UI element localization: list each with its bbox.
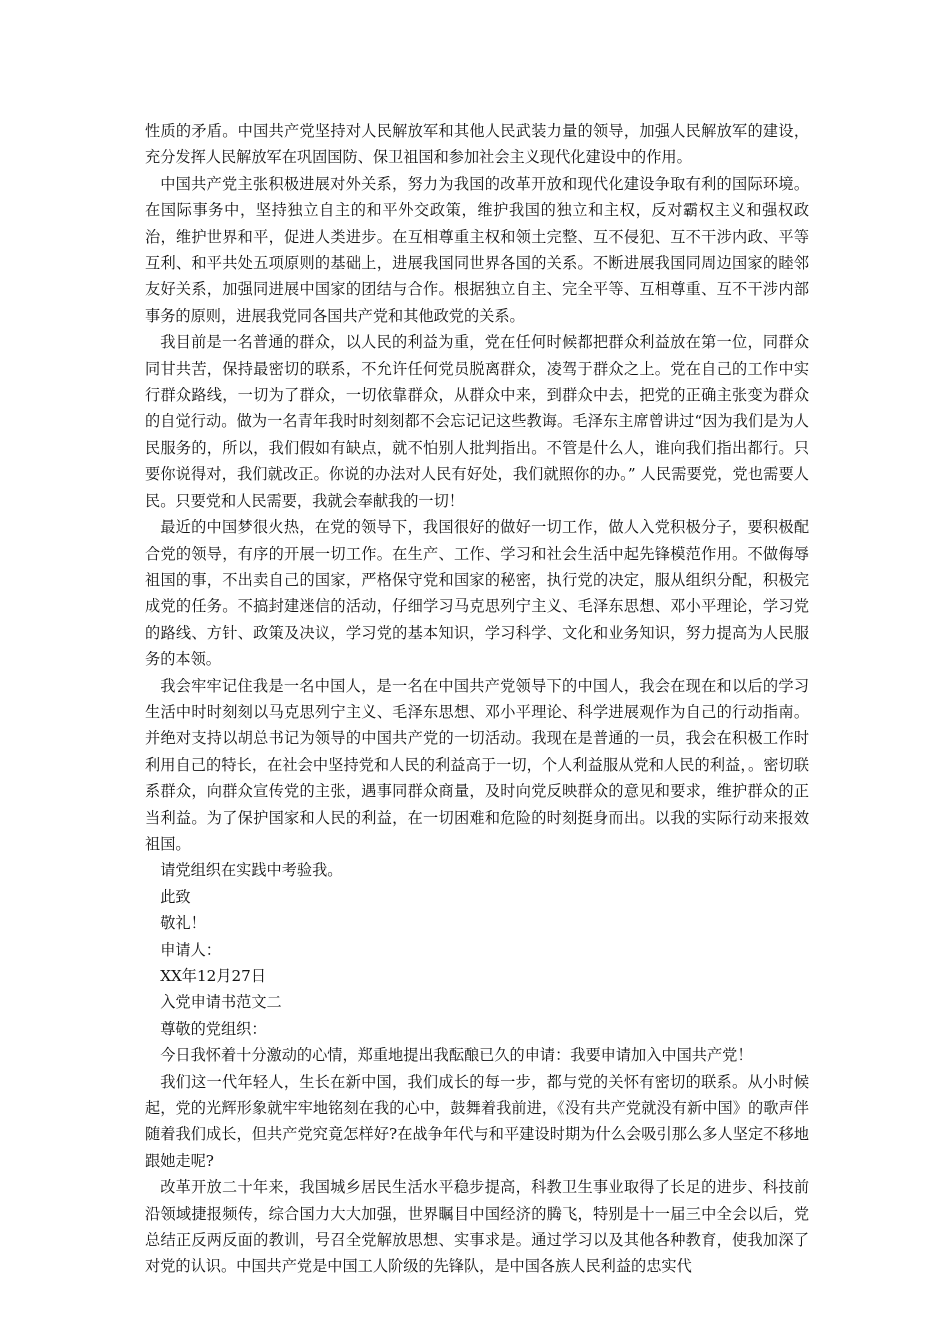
application-date: XX年12月27日 [160, 967, 267, 985]
paragraph-reform-opening: 改革开放二十年来，我国城乡居民生活水平稳步提高，科教卫生事业取得了长足的进步、科技前沿领域捷报频传，综合国力大大加强，世界瞩目中国经济的腾飞，特别是十一届三中全会以后，党总结正反两反面的教训，号召全党解放思想、实事求是。通过学习以及其他各种教育，使我加深了对党的认识。中国共产党是中国工人阶级的先锋队，是中国各族人民利益的忠实代 [145, 1178, 809, 1276]
paragraph-mass-line: 我目前是一名普通的群众，以人民的利益为重，党在任何时候都把群众利益放在第一位，同群众同甘共苦，保持最密切的联系，不允许任何党员脱离群众，凌驾于群众之上。党在自己的工作中实行群众路线，一切为了群众，一切依靠群众，从群众中来，到群众中去，把党的正确主张变为群众的自觉行动。做为一名青年我时时刻刻都不会忘记记这些教诲。毛泽东主席曾讲过“因为我们是为人民服务的，所以，我们假如有缺点，就不怕别人批判指出。不管是什么人，谁向我们指出都行。只要你说得对，我们就改正。你说的办法对人民有好处，我们就照你的办。” 人民需要党，党也需要人民。只要党和人民需要，我就会奉献我的一切！ [145, 333, 809, 510]
closing-cizhi: 此致 [160, 887, 191, 906]
paragraph-youth-generation: 我们这一代年轻人，生长在新中国，我们成长的每一步，都与党的关怀有密切的联系。从小时候起，党的光辉形象就牢牢地铭刻在我的心中，鼓舞着我前进，《没有共产党就没有新中国》的歌声伴随着我们成长，但共产党究竟怎样好?在战争年代与和平建设时期为什么会吸引那么多人坚定不移地跟她走呢? [145, 1072, 809, 1170]
salutation: 尊敬的党组织： [160, 1019, 267, 1038]
document-page [145, 118, 809, 1280]
paragraph-chinese-dream: 最近的中国梦很火热，在党的领导下，我国很好的做好一切工作，做人入党积极分子，要积极配合党的领导，有序的开展一切工作。在生产、工作、学习和社会生活中起先锋模范作用。不做侮辱祖国的事，不出卖自己的国家，严格保守党和国家的秘密，执行党的决定，服从组织分配，积极完成党的任务。不搞封建迷信的活动，仔细学习马克思列宁主义、毛泽东思想、邓小平理论，学习党的路线、方针、政策及决议，学习党的基本知识，学习科学、文化和业务知识，努力提高为人民服务的本领。 [145, 518, 809, 669]
paragraph-pla-army: 性质的矛盾。中国共产党坚持对人民解放军和其他人民武装力量的领导，加强人民解放军的建设，充分发挥人民解放军在巩固国防、保卫祖国和参加社会主义现代化建设中的作用。 [145, 122, 809, 167]
paragraph-application-statement: 今日我怀着十分激动的心情，郑重地提出我酝酿已久的申请：我要申请加入中国共产党！ [160, 1046, 753, 1065]
paragraph-request-test: 请党组织在实践中考验我。 [160, 861, 343, 880]
paragraph-commitment: 我会牢牢记住我是一名中国人，是一名在中国共产党领导下的中国人，我会在现在和以后的学习生活中时时刻刻以马克思列宁主义、毛泽东思想、邓小平理论、科学进展观作为自己的行动指南。并绝对支持以胡总书记为领导的中国共产党的一切活动。我现在是普通的一员，我会在积极工作时利用自己的特长，在社会中坚持党和人民的利益高于一切，个人利益服从党和人民的利益，。密切联系群众，向群众宣传党的主张，遇事同群众商量，及时向党反映群众的意见和要求，维护群众的正当利益。为了保护国家和人民的利益，在一切困难和危险的时刻挺身而出。以我的实际行动来报效祖国。 [145, 676, 809, 853]
closing-jingli: 敬礼！ [160, 914, 206, 933]
paragraph-foreign-relations: 中国共产党主张积极进展对外关系，努力为我国的改革开放和现代化建设争取有利的国际环境。在国际事务中，坚持独立自主的和平外交政策，维护我国的独立和主权，反对霸权主义和强权政治，维护世界和平，促进人类进步。在互相尊重主权和领土完整、互不侵犯、互不干涉内政、平等互利、和平共处五项原则的基础上，进展我国同世界各国的关系。不断进展我国同周边国家的睦邻友好关系，加强同进展中国家的团结与合作。根据独立自主、完全平等、互相尊重、互不干涉内部事务的原则，进展我党同各国共产党和其他政党的关系。 [145, 174, 809, 325]
sample-two-title: 入党申请书范文二 [160, 993, 282, 1012]
applicant-label: 申请人： [160, 940, 221, 959]
